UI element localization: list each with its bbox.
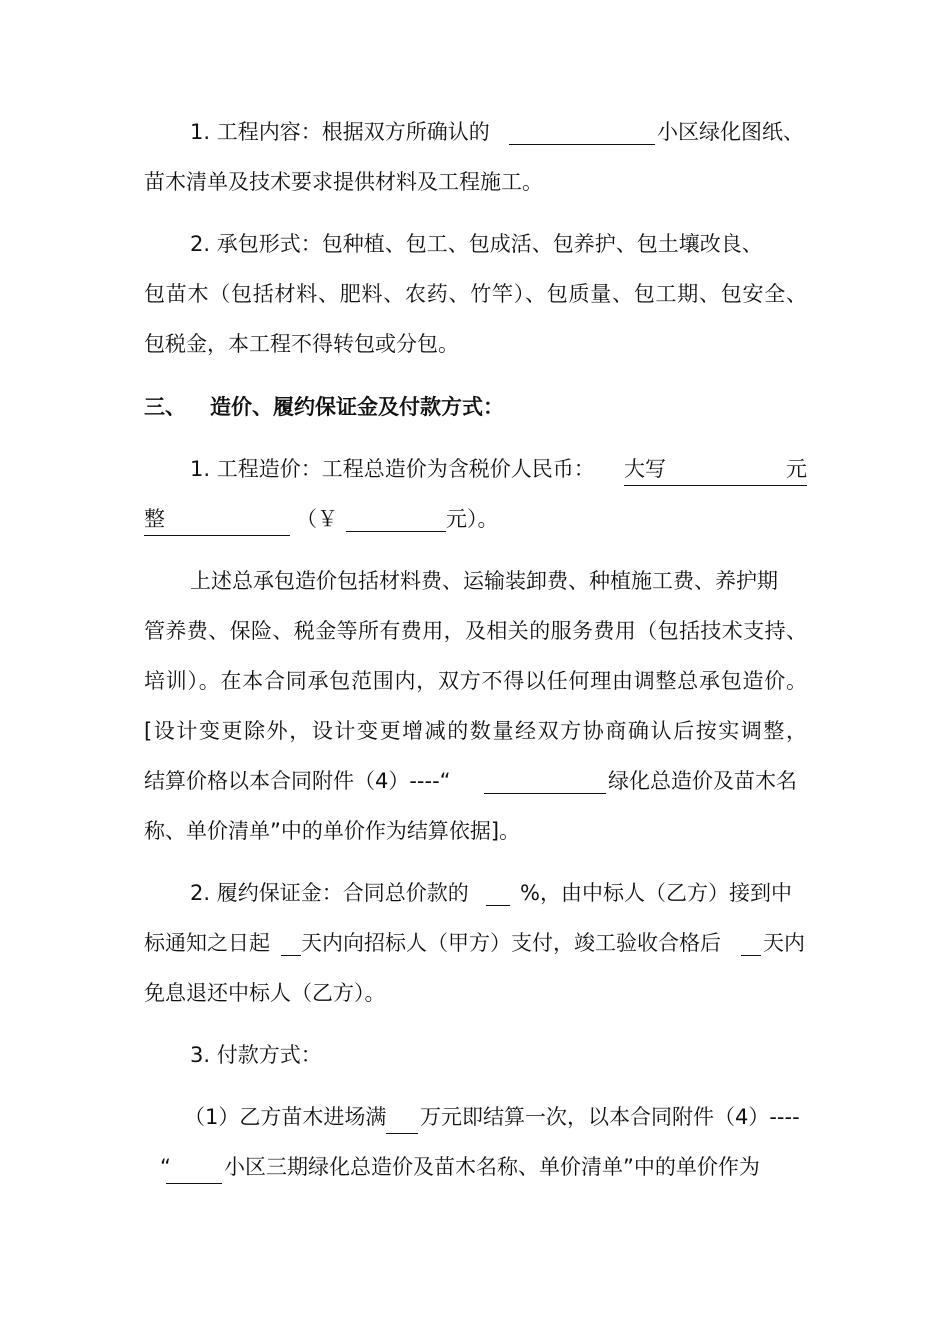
clause1-text-c: 苗木清单及技术要求提供材料及工程施工。 [144, 170, 543, 194]
yuan-close: 元）。 [446, 507, 499, 531]
payment-text-1a: （1）乙方苗木进场满 [184, 1105, 387, 1129]
price-figure-blank[interactable] [346, 507, 446, 532]
deposit-text-b: %，由中标人（乙方）接到中 [520, 881, 792, 905]
para-text-5a: 结算价格以本合同附件（4）----“ [144, 769, 451, 793]
payment-quote-open: “ [160, 1155, 171, 1179]
section3-number: 三、 [144, 395, 186, 419]
para-text-1: 上述总承包造价包括材料费、运输装卸费、种植施工费、养护期 [190, 569, 778, 593]
section3-title: 造价、履约保证金及付款方式： [210, 395, 504, 419]
clause1-text-b: 小区绿化图纸、 [657, 120, 804, 144]
refund-days-blank[interactable] [741, 931, 761, 956]
payment-text-1b: 万元即结算一次，以本合同附件（4）---- [420, 1105, 800, 1129]
clause2-text-3: 包税金，本工程不得转包或分包。 [144, 332, 459, 356]
appendix-name-blank[interactable] [484, 769, 606, 794]
amount-blank[interactable] [386, 1109, 418, 1134]
payment-title: 3. 付款方式： [190, 1043, 322, 1067]
deposit-text-c: 标通知之日起 [144, 931, 270, 955]
para-line3: 培训）。在本合同承包范围内，双方不得以任何理由调整总承包造价。 [144, 669, 807, 693]
para-text-5b: 绿化总造价及苗木名 [608, 769, 797, 793]
zheng-label: 整 [144, 507, 165, 531]
para-line2: 管养费、保险、税金等所有费用，及相关的服务费用（包括技术支持、 [144, 619, 807, 643]
para-line4: [设计变更除外，设计变更增减的数量经双方协商确认后按实调整， [144, 719, 807, 743]
clause2-line2: 包苗木（包括材料、肥料、农药、竹竿）、包质量、包工期、包安全、 [144, 282, 807, 306]
price-text-1: 1. 工程造价：工程总造价为含税价人民币： [190, 457, 595, 481]
yen-paren: （￥ [296, 507, 338, 531]
deposit-text-f: 免息退还中标人（乙方）。 [144, 981, 386, 1005]
community-name-blank[interactable] [509, 120, 655, 145]
deposit-percent-blank[interactable] [486, 881, 510, 906]
community-blank-2[interactable] [166, 1159, 222, 1184]
deposit-text-a: 2. 履约保证金：合同总价款的 [190, 881, 469, 905]
clause2-text-1: 2. 承包形式：包种植、包工、包成活、包养护、包土壤改良、 [190, 232, 763, 256]
zheng-field[interactable] [144, 505, 290, 536]
payment-text-2b: 小区三期绿化总造价及苗木名称、单价清单”中的单价作为 [224, 1155, 760, 1179]
deposit-text-e: 天内 [763, 931, 805, 955]
deposit-text-d: 天内向招标人（甲方）支付，竣工验收合格后 [301, 931, 721, 955]
clause1-text-a: 1. 工程内容：根据双方所确认的 [190, 120, 490, 144]
price-words-field[interactable] [624, 455, 807, 486]
deposit-days-blank[interactable] [281, 931, 301, 956]
daxie-label: 大写 [624, 457, 666, 481]
yuan-label: 元 [786, 457, 807, 481]
para-text-6: 称、单价清单”中的单价作为结算依据]。 [144, 819, 521, 843]
